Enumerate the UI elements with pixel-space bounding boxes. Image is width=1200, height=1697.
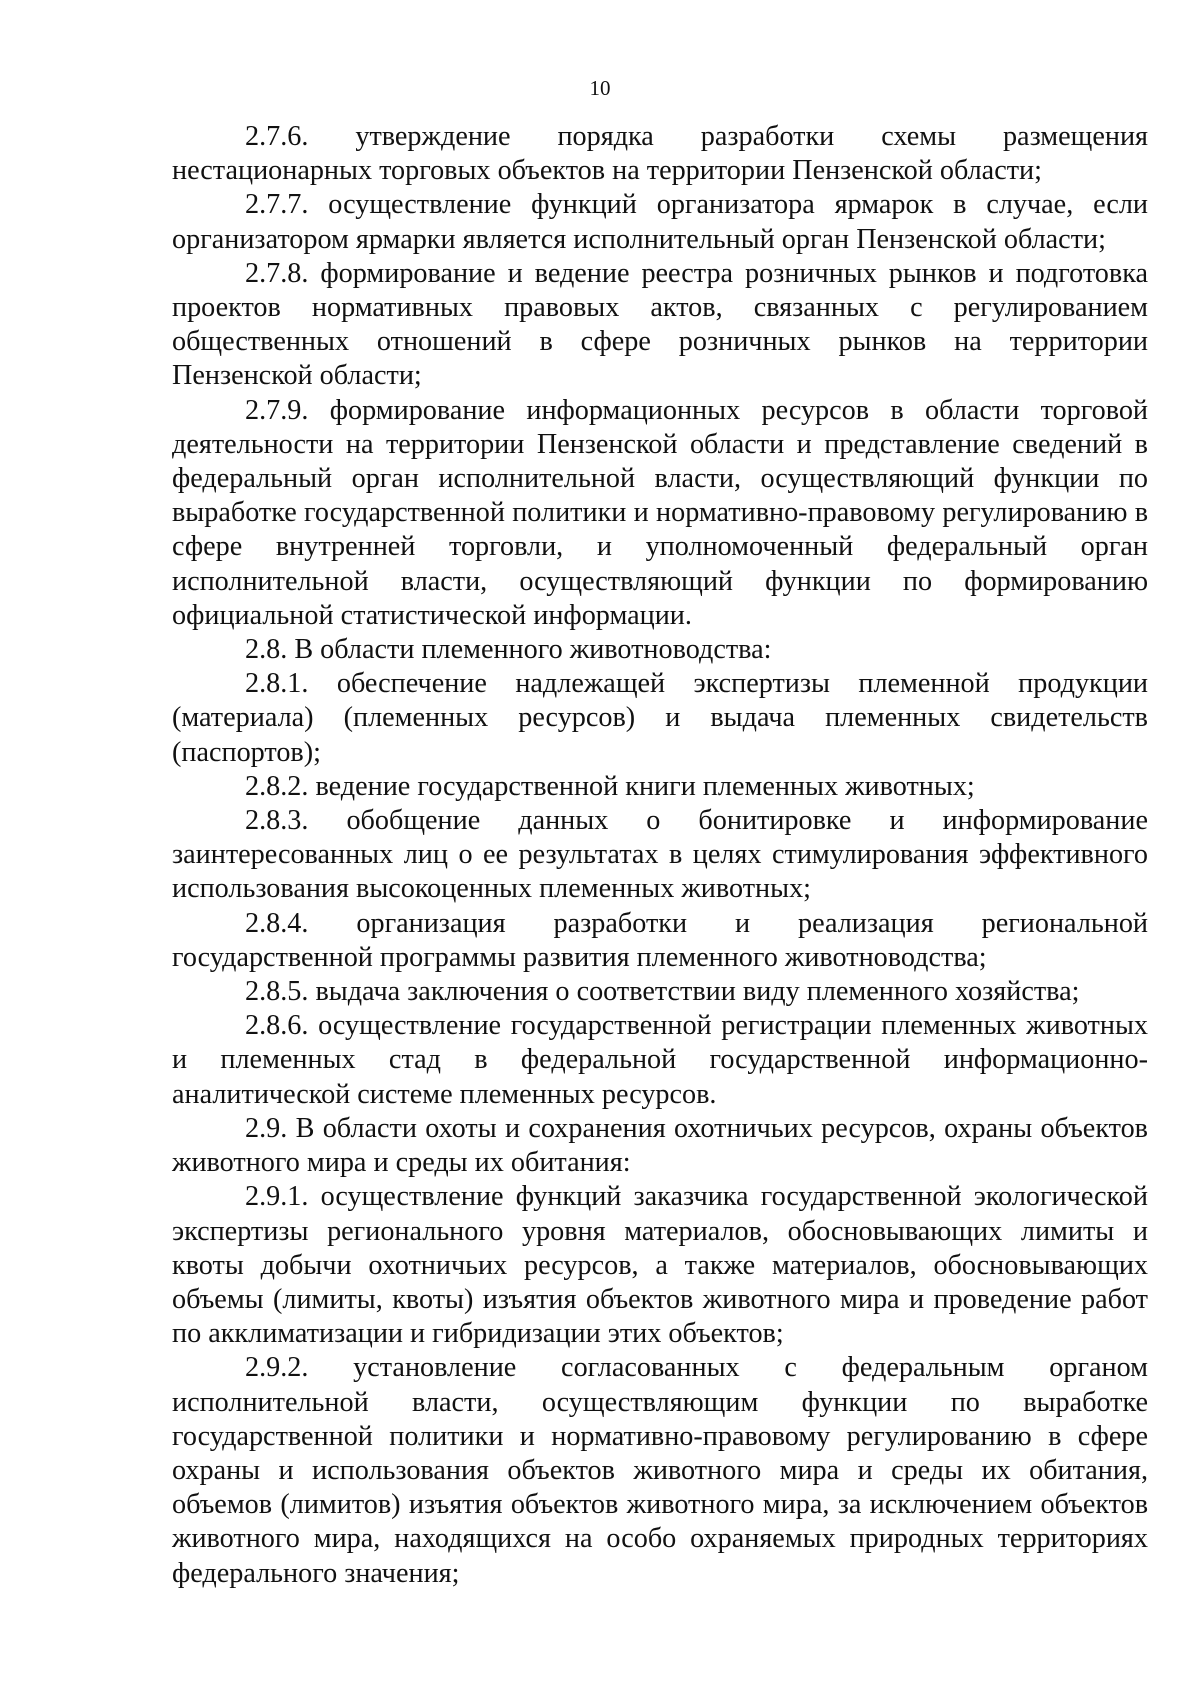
paragraph-2-9-2: 2.9.2. установление согласованных с федеральным органом исполнительной власти, осуществляющим функции по выработке государственной политики и нормативно-правовому регулированию в сфере охраны и использования объектов животного мира и среды их обитания, объемов (лимитов) изъятия объектов животного мира, за исключением объектов животного мира, находящихся на особо охраняемых природных территориях федерального значения; [172,1352,1148,1589]
paragraph-2-8-4: 2.8.4. организация разработки и реализация региональной государственной программы развития племенного животноводства; [172,907,1148,973]
paragraph-2-7-8: 2.7.8. формирование и ведение реестра розничных рынков и подготовка проектов нормативных правовых актов, связанных с регулированием общественных отношений в сфере розничных рынков на территории Пензенской области; [172,257,1148,392]
section-heading-2-8: 2.8. В области племенного животноводства: [245,634,772,666]
paragraph-2-7-6: 2.7.6. утверждение порядка разработки схемы размещения нестационарных торговых объектов на территории Пензенской области; [172,121,1148,187]
section-heading-2-9: 2.9. В области охоты и сохранения охотничьих ресурсов, охраны объектов животного мира и среды их обитания: [172,1112,1148,1179]
paragraph-2-8-6: 2.8.6. осуществление государственной регистрации племенных животных и племенных стад в федеральной государственной информационно-аналитической системе племенных ресурсов. [172,1010,1148,1110]
paragraph-2-8-3: 2.8.3. обобщение данных о бонитировке и информирование заинтересованных лиц о ее результатах в целях стимулирования эффективного использования высокоценных племенных животных; [172,805,1148,905]
page-number: 10 [589,76,611,100]
document-body [172,120,1148,1591]
paragraph-2-7-7: 2.7.7. осуществление функций организатора ярмарок в случае, если организатором ярмарки является исполнительный орган Пензенской области; [172,189,1148,255]
paragraph-2-9-1: 2.9.1. осуществление функций заказчика государственной экологической экспертизы регионального уровня материалов, обосновывающих лимиты и квоты добычи охотничьих ресурсов, а также материалов, обосновывающих объемы (лимиты, квоты) изъятия объектов животного мира и проведение работ по акклиматизации и гибридизации этих объектов; [172,1181,1148,1350]
paragraph-2-8-1: 2.8.1. обеспечение надлежащей экспертизы племенной продукции (материала) (племенных ресурсов) и выдача племенных свидетельств (паспортов); [172,668,1148,768]
paragraph-2-7-9: 2.7.9. формирование информационных ресурсов в области торговой деятельности на территории Пензенской области и представление сведений в федеральный орган исполнительной власти, осуществляющий функции по выработке государственной политики и нормативно-правовому регулированию в сфере внутренней торговли, и уполномоченный федеральный орган исполнительной власти, осуществляющий функции по формированию официальной статистической информации. [172,394,1148,631]
paragraph-2-8-2: 2.8.2. ведение государственной книги племенных животных; [245,770,975,802]
paragraph-2-8-5: 2.8.5. выдача заключения о соответствии виду племенного хозяйства; [245,976,1080,1008]
